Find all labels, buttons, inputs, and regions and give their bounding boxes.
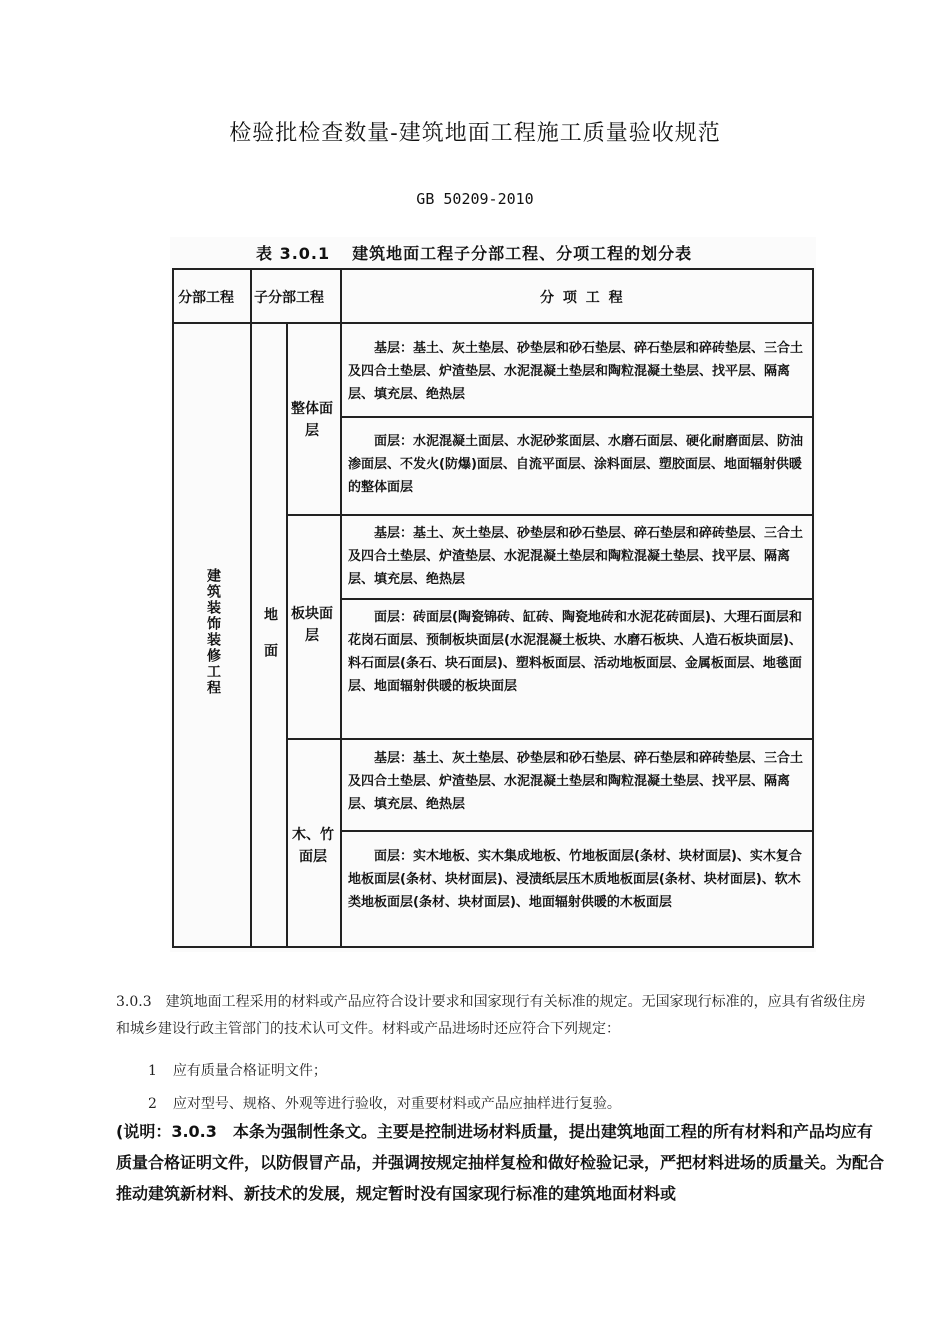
standard-code: GB 50209-2010 — [416, 190, 534, 208]
table-number: 表 3.0.1 — [256, 244, 331, 263]
list-item — [148, 1093, 621, 1113]
table-rule — [286, 738, 814, 740]
group-label: 板块面层 — [291, 606, 333, 644]
table-cell: 基层：基土、灰土垫层、砂垫层和砂石垫层、碎石垫层和碎砖垫层、三合土及四合土垫层、炉渣垫层、水泥混凝土垫层和陶粒混凝土垫层、找平层、隔离层、填充层、绝热层 — [348, 751, 804, 812]
subdivision-label: 地面 — [262, 607, 278, 679]
table-rule — [286, 514, 814, 516]
list-item-number: 2 — [148, 1096, 157, 1112]
list-item-number: 1 — [148, 1063, 157, 1079]
explanation-note: (说明：3.0.3 本条为强制性条文。主要是控制进场材料质量，提出建筑地面工程的所有材料和产品均应有质量合格证明文件，以防假冒产品，并强调按规定抽样复检和做好检验记录，严把材料进场的质量关。为配合推动建筑新材料、新技术的发展，规定暂时没有国家现行标准的建筑地面材料或 — [116, 1122, 885, 1203]
clause-text: 3.0.3 建筑地面工程采用的材料或产品应符合设计要求和国家现行有关标准的规定。无国家现行标准的，应具有省级住房和城乡建设行政主管部门的技术认可文件。材料或产品进场时还应符合下列规定： — [116, 994, 866, 1037]
group-label: 木、竹面层 — [292, 827, 334, 865]
header-division: 分部工程 — [178, 290, 234, 306]
list-item — [148, 1060, 327, 1080]
table-rule — [340, 268, 342, 946]
table-cell: 基层：基土、灰土垫层、砂垫层和砂石垫层、碎石垫层和碎砖垫层、三合土及四合土垫层、炉渣垫层、水泥混凝土垫层和陶粒混凝土垫层、找平层、隔离层、填充层、绝热层 — [348, 341, 804, 402]
table-cell: 基层：基土、灰土垫层、砂垫层和砂石垫层、碎石垫层和碎砖垫层、三合土及四合土垫层、炉渣垫层、水泥混凝土垫层和陶粒混凝土垫层、找平层、隔离层、填充层、绝热层 — [348, 526, 804, 587]
division-label: 建筑装饰装修工程 — [205, 568, 221, 696]
table-rule — [340, 598, 814, 600]
table-cell: 面层：实木地板、实木集成地板、竹地板面层(条材、块材面层)、实木复合地板面层(条材、块材面层)、浸渍纸层压木质地板面层(条材、块材面层)、软木类地板面层(条材、块材面层)、地面辐射供暖的木板面层 — [348, 849, 802, 910]
list-item-text: 应对型号、规格、外观等进行验收，对重要材料或产品应抽样进行复验。 — [172, 1096, 621, 1112]
table-cell: 面层：水泥混凝土面层、水泥砂浆面层、水磨石面层、硬化耐磨面层、防油渗面层、不发火(防爆)面层、自流平面层、涂料面层、塑胶面层、地面辐射供暖的整体面层 — [348, 434, 804, 495]
header-subdivision: 子分部工程 — [254, 290, 324, 306]
list-item-text: 应有质量合格证明文件； — [172, 1063, 327, 1079]
table-rule — [172, 268, 174, 946]
header-item: 分 项 工 程 — [540, 290, 625, 306]
table-caption-text: 建筑地面工程子分部工程、分项工程的划分表 — [352, 244, 693, 263]
table-rule — [340, 416, 814, 418]
table-rule — [172, 322, 814, 324]
table-rule — [250, 268, 252, 946]
table-caption — [256, 241, 714, 264]
document-title: 检验批检查数量-建筑地面工程施工质量验收规范 — [229, 121, 721, 146]
group-label: 整体面层 — [291, 401, 333, 439]
table-cell: 面层：砖面层(陶瓷锦砖、缸砖、陶瓷地砖和水泥花砖面层)、大理石面层和花岗石面层、预制板块面层(水泥混凝土板块、水磨石板块、人造石板块面层)、料石面层(条石、块石面层)、塑料板面层、活动地板面层、金属板面层、地毯面层、地面辐射供暖的板块面层 — [348, 610, 802, 694]
table-rule — [812, 268, 814, 946]
table-rule — [340, 830, 814, 832]
